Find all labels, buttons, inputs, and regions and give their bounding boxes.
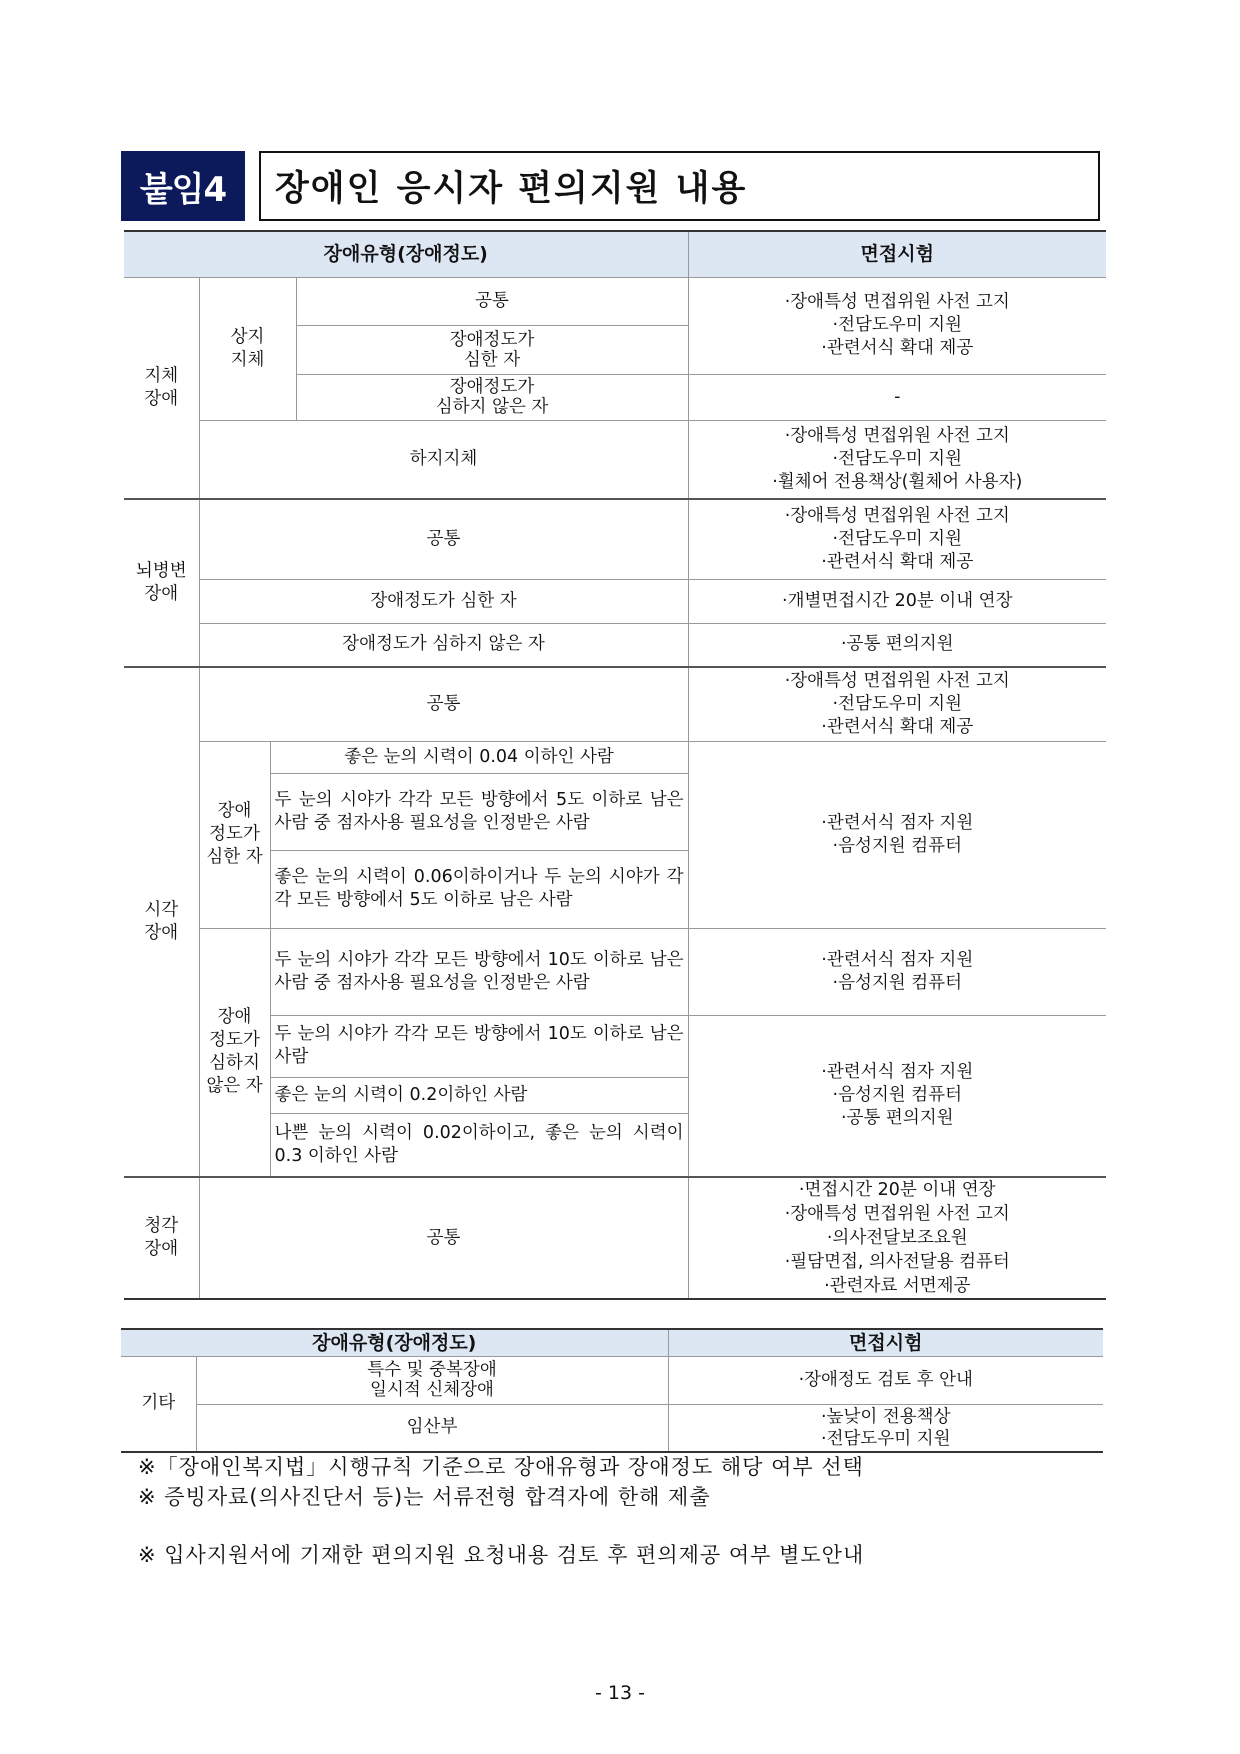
row-label: 장애정도가 심한 자 bbox=[199, 579, 688, 623]
support-cell: ·공통 편의지원 bbox=[688, 623, 1106, 667]
group-other: 기타 bbox=[121, 1356, 196, 1452]
support-cell: ·관련서식 점자 지원 ·음성지원 컴퓨터 ·공통 편의지원 bbox=[688, 1015, 1106, 1177]
criteria-cell: 나쁜 눈의 시력이 0.02이하이고, 좋은 눈의 시력이 0.3 이하인 사람 bbox=[270, 1113, 688, 1177]
title-bar bbox=[121, 151, 1100, 221]
table-row bbox=[124, 1015, 1106, 1077]
criteria-cell: 좋은 눈의 시력이 0.06이하이거나 두 눈의 시야가 각각 모든 방향에서 5도 이하로 남은 사람 bbox=[270, 850, 688, 928]
row-label: 하지지체 bbox=[199, 420, 688, 499]
subgroup-visual-mild: 장애 정도가 심하지 않은 자 bbox=[199, 928, 270, 1177]
table-row bbox=[124, 667, 1106, 741]
table-row bbox=[124, 277, 1106, 325]
note-item: ※ 입사지원서에 기재한 편의지원 요청내용 검토 후 편의제공 여부 별도안내 bbox=[138, 1543, 865, 1567]
support-cell: - bbox=[688, 374, 1106, 420]
support-cell: ·장애특성 면접위원 사전 고지 ·전담도우미 지원 ·관련서식 확대 제공 bbox=[688, 499, 1106, 579]
note-item: ※ 증빙자료(의사진단서 등)는 서류전형 합격자에 한해 제출 bbox=[138, 1485, 711, 1509]
group-brain: 뇌병변 장애 bbox=[124, 499, 199, 667]
col-header-interview: 면접시험 bbox=[688, 231, 1106, 277]
criteria-cell: 두 눈의 시야가 각각 모든 방향에서 10도 이하로 남은 사람 중 점자사용 필요성을 인정받은 사람 bbox=[270, 928, 688, 1015]
group-physical: 지체 장애 bbox=[124, 277, 199, 499]
attachment-tag: 붙임4 bbox=[121, 151, 245, 221]
table-row bbox=[124, 1177, 1106, 1299]
criteria-cell: 좋은 눈의 시력이 0.04 이하인 사람 bbox=[270, 741, 688, 773]
support-cell: ·면접시간 20분 이내 연장 ·장애특성 면접위원 사전 고지 ·의사전달보조요원 ·필담면접, 의사전달용 컴퓨터 ·관련자료 서면제공 bbox=[688, 1177, 1106, 1299]
other-table bbox=[121, 1328, 1103, 1453]
table-row bbox=[124, 623, 1106, 667]
support-cell: ·관련서식 점자 지원 ·음성지원 컴퓨터 bbox=[688, 741, 1106, 928]
table-row bbox=[124, 741, 1106, 773]
support-table bbox=[124, 230, 1106, 1300]
page-title: 장애인 응시자 편의지원 내용 bbox=[275, 169, 748, 209]
group-visual: 시각 장애 bbox=[124, 667, 199, 1177]
row-label: 장애정도가 심한 자 bbox=[296, 325, 688, 374]
table-row bbox=[124, 499, 1106, 579]
support-cell: ·장애특성 면접위원 사전 고지 ·전담도우미 지원 ·휠체어 전용책상(휠체어 사용자) bbox=[688, 420, 1106, 499]
row-label: 공통 bbox=[199, 667, 688, 741]
criteria-cell: 두 눈의 시야가 각각 모든 방향에서 5도 이하로 남은 사람 중 점자사용 필요성을 인정받은 사람 bbox=[270, 773, 688, 850]
criteria-cell: 좋은 눈의 시력이 0.2이하인 사람 bbox=[270, 1077, 688, 1113]
title-box bbox=[259, 151, 1100, 221]
table-row bbox=[121, 1404, 1103, 1452]
page-number: - 13 - bbox=[595, 1682, 645, 1704]
support-cell: ·개별면접시간 20분 이내 연장 bbox=[688, 579, 1106, 623]
table-header-row bbox=[124, 231, 1106, 277]
criteria-cell: 두 눈의 시야가 각각 모든 방향에서 10도 이하로 남은 사람 bbox=[270, 1015, 688, 1077]
row-label: 임산부 bbox=[196, 1404, 668, 1452]
table-row bbox=[124, 420, 1106, 499]
table-row bbox=[124, 928, 1106, 1015]
row-label: 공통 bbox=[296, 277, 688, 325]
row-label: 특수 및 중복장애 일시적 신체장애 bbox=[196, 1356, 668, 1404]
col-header-interview: 면접시험 bbox=[668, 1329, 1103, 1356]
row-label: 장애정도가 심하지 않은 자 bbox=[296, 374, 688, 420]
col-header-type: 장애유형(장애정도) bbox=[121, 1329, 668, 1356]
note-item: ※「장애인복지법」시행규칙 기준으로 장애유형과 장애정도 해당 여부 선택 bbox=[138, 1455, 864, 1479]
subgroup-visual-severe: 장애 정도가 심한 자 bbox=[199, 741, 270, 928]
support-cell: ·장애특성 면접위원 사전 고지 ·전담도우미 지원 ·관련서식 확대 제공 bbox=[688, 277, 1106, 374]
support-cell: ·장애특성 면접위원 사전 고지 ·전담도우미 지원 ·관련서식 확대 제공 bbox=[688, 667, 1106, 741]
group-hearing: 청각 장애 bbox=[124, 1177, 199, 1299]
table-row bbox=[121, 1356, 1103, 1404]
col-header-type: 장애유형(장애정도) bbox=[124, 231, 688, 277]
row-label: 공통 bbox=[199, 499, 688, 579]
row-label: 장애정도가 심하지 않은 자 bbox=[199, 623, 688, 667]
row-label: 공통 bbox=[199, 1177, 688, 1299]
subgroup-upper-limb: 상지 지체 bbox=[199, 277, 296, 420]
table-row bbox=[124, 579, 1106, 623]
table-header-row bbox=[121, 1329, 1103, 1356]
support-cell: ·높낮이 전용책상 ·전담도우미 지원 bbox=[668, 1404, 1103, 1452]
notes bbox=[138, 1452, 864, 1570]
support-cell: ·관련서식 점자 지원 ·음성지원 컴퓨터 bbox=[688, 928, 1106, 1015]
support-cell: ·장애정도 검토 후 안내 bbox=[668, 1356, 1103, 1404]
